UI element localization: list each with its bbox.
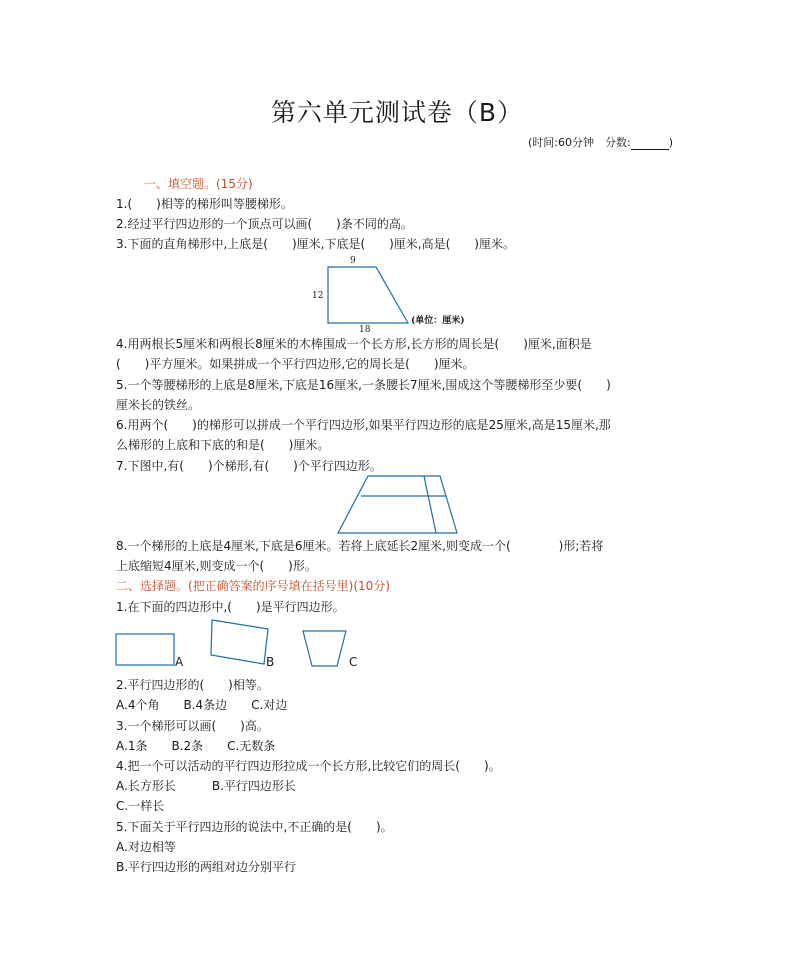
option-b-label: B [266, 655, 275, 669]
trapezoid-count-figure [336, 474, 460, 536]
outer-trapezoid [338, 476, 457, 533]
option-a-rectangle [116, 634, 174, 665]
question-5-line-1: 5.一个等腰梯形的上底是8厘米,下底是16厘米,一条腰长7厘米,围成这个等腰梯形至少要( ) [116, 378, 611, 392]
page-title: 第六单元测试卷（B） [270, 98, 524, 127]
label-top: 9 [350, 256, 356, 266]
section-heading-fill-in: 一、填空题。(15分) [144, 177, 253, 191]
quadrilateral-options-figure [112, 616, 372, 672]
option-c-trapezoid [303, 631, 346, 666]
question-4-line-1: 4.用两根长5厘米和两根长8厘米的木棒围成一个长方形,长方形的周长是( )厘米,面积是 [116, 337, 592, 351]
choice-question-5-option-b: B.平行四边形的两组对边分别平行 [116, 860, 297, 874]
question-7: 7.下图中,有( )个梯形,有( )个平行四边形。 [116, 459, 382, 473]
choice-question-1: 1.在下面的四边形中,( )是平行四边形。 [116, 600, 345, 614]
unit-label: (单位：厘米) [411, 316, 465, 326]
question-8-line-1: 8.一个梯形的上底是4厘米,下底是6厘米。若将上底延长2厘米,则变成一个( )形;若将 [116, 539, 604, 553]
time-info-end: ) [668, 136, 673, 149]
choice-question-2-options: A.4个角 B.4条边 C.对边 [116, 698, 288, 712]
question-3: 3.下面的直角梯形中,上底是( )厘米,下底是( )厘米,高是( )厘米。 [116, 237, 515, 251]
label-left: 12 [312, 291, 324, 301]
option-a-label: A [175, 655, 184, 669]
section-heading-choice: 二、选择题。(把正确答案的序号填在括号里)(10分) [116, 579, 390, 593]
choice-question-4-option-c: C.一样长 [116, 799, 165, 813]
option-b-quadrilateral [211, 620, 268, 664]
question-2: 2.经过平行四边形的一个顶点可以画( )条不同的高。 [116, 217, 413, 231]
choice-question-3-options: A.1条 B.2条 C.无数条 [116, 739, 276, 753]
question-5-line-2: 厘米长的铁丝。 [116, 398, 201, 412]
time-info-text: (时间:60分钟 分数: [528, 136, 631, 149]
choice-question-5-option-a: A.对边相等 [116, 840, 176, 854]
question-6-line-2: 么梯形的上底和下底的和是( )厘米。 [116, 438, 330, 452]
time-score-info [528, 134, 673, 150]
score-blank [631, 139, 669, 150]
right-trapezoid-figure [300, 252, 500, 334]
label-bottom: 18 [359, 325, 371, 335]
choice-question-2: 2.平行四边形的( )相等。 [116, 678, 269, 692]
choice-question-5: 5.下面关于平行四边形的说法中,不正确的是( )。 [116, 820, 393, 834]
trapezoid-shape [328, 267, 408, 323]
question-1: 1.( )相等的梯形叫等腰梯形。 [116, 197, 293, 211]
choice-question-3: 3.一个梯形可以画( )高。 [116, 719, 269, 733]
choice-question-4-options: A.长方形长 B.平行四边形长 [116, 779, 296, 793]
question-8-line-2: 上底缩短4厘米,则变成一个( )形。 [116, 559, 317, 573]
choice-question-4: 4.把一个可以活动的平行四边形拉成一个长方形,比较它们的周长( )。 [116, 759, 501, 773]
option-c-label: C [349, 655, 358, 669]
question-4-line-2: ( )平方厘米。如果拼成一个平行四边形,它的周长是( )厘米。 [116, 357, 475, 371]
slanted-line [424, 476, 436, 533]
question-6-line-1: 6.用两个( )的梯形可以拼成一个平行四边形,如果平行四边形的底是25厘米,高是15厘米,那 [116, 418, 611, 432]
